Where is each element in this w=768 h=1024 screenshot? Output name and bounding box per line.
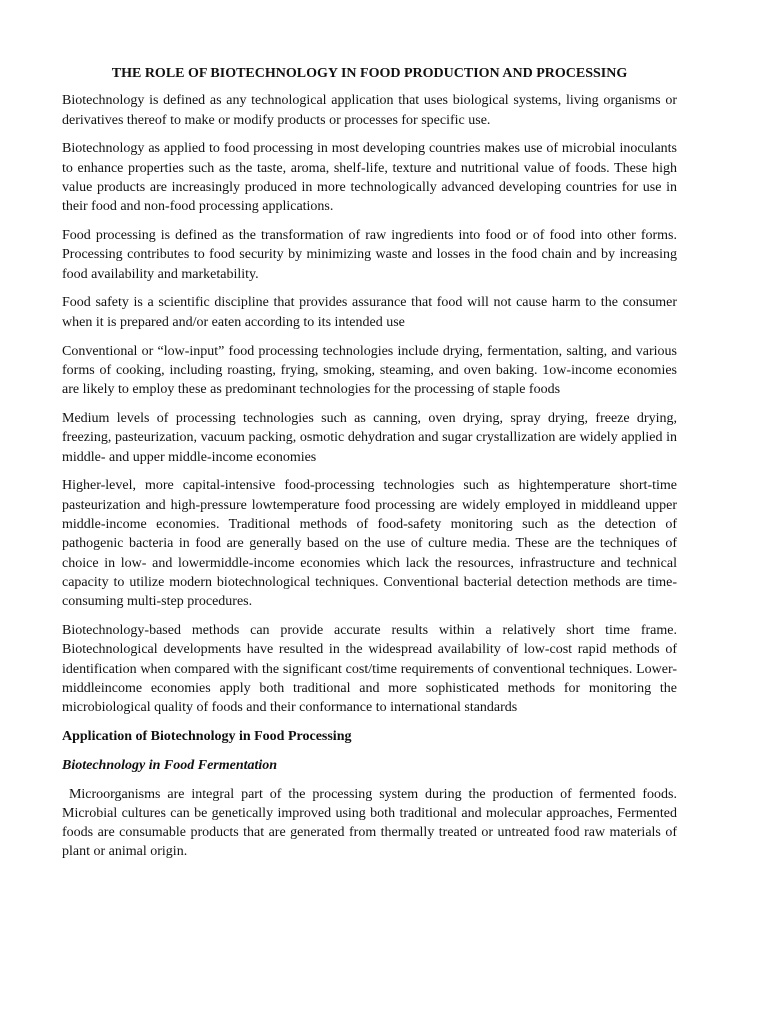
paragraph-conventional-technologies: Conventional or “low-input” food processing technologies include drying, fermentation, salting, and various forms of cooking, including roasting, frying, smoking, steaming, and oven baking. 1ow-income economies are likely to employ these as predominant technologies for the processing of staple foods [62,343,677,398]
paragraph-fermentation: Microorganisms are integral part of the processing system during the production of fermented foods. Microbial cultures can be genetically improved using both traditional and molecular approaches, Fermented foods are consumable products that are generated from thermally treated or untreated food raw materials of plant or animal origin. [62,786,681,860]
document-title: THE ROLE OF BIOTECHNOLOGY IN FOOD PRODUCTION AND PROCESSING [111,66,628,81]
section-heading: Application of Biotechnology in Food Processing [62,728,352,744]
document-page [62,64,681,871]
paragraph-biotech-food-processing: Biotechnology as applied to food processing in most developing countries makes use of microbial inoculants to enhance properties such as the taste, aroma, shelf-life, texture and nutritional value of foods. These high value products are increasingly produced in more technologically advanced developing countries for use in their food and non-food processing applications. [62,141,677,215]
paragraph-biotech-definition: Biotechnology is defined as any technological application that uses biological systems, living organisms or derivatives thereof to make or modify products or processes for specific use. [62,93,677,128]
paragraph-biotech-methods: Biotechnology-based methods can provide accurate results within a relatively short time frame. Biotechnological developments have resulted in the widespread availability of low-cost rapid methods of identification when compared with the significant cost/time requirements of conventional techniques. Lower-middleincome economies apply both traditional and more sophisticated methods for monitoring the microbiological quality of foods and their conformance to international standards [62,622,677,716]
paragraph-food-processing-definition: Food processing is defined as the transformation of raw ingredients into food or of food into other forms. Processing contributes to food security by minimizing waste and losses in the food chain and by increasing food availability and marketability. [62,228,677,282]
paragraph-medium-technologies: Medium levels of processing technologies such as canning, oven drying, spray drying, freeze drying, freezing, pasteurization, vacuum packing, osmotic dehydration and sugar crystallization are widely applied in middle- and upper middle-income economies [62,410,677,465]
paragraph-food-safety: Food safety is a scientific discipline that provides assurance that food will not cause harm to the consumer when it is prepared and/or eaten according to its intended use [62,295,677,330]
subsection-heading: Biotechnology in Food Fermentation [62,757,278,773]
paragraph-higher-level-technologies: Higher-level, more capital-intensive food-processing technologies such as hightemperature short-time pasteurization and high-pressure lowtemperature food processing are widely employed in middleand upper middle-income economies. Traditional methods of food-safety monitoring such as the detection of pathogenic bacteria in food are generally based on the use of culture media. These are the techniques of choice in low- and lowermiddle-income economies which lack the resources, infrastructure and technical capacity to utilize modern biotechnological techniques. Conventional bacterial detection methods are time-consuming multi-step procedures. [62,478,677,610]
